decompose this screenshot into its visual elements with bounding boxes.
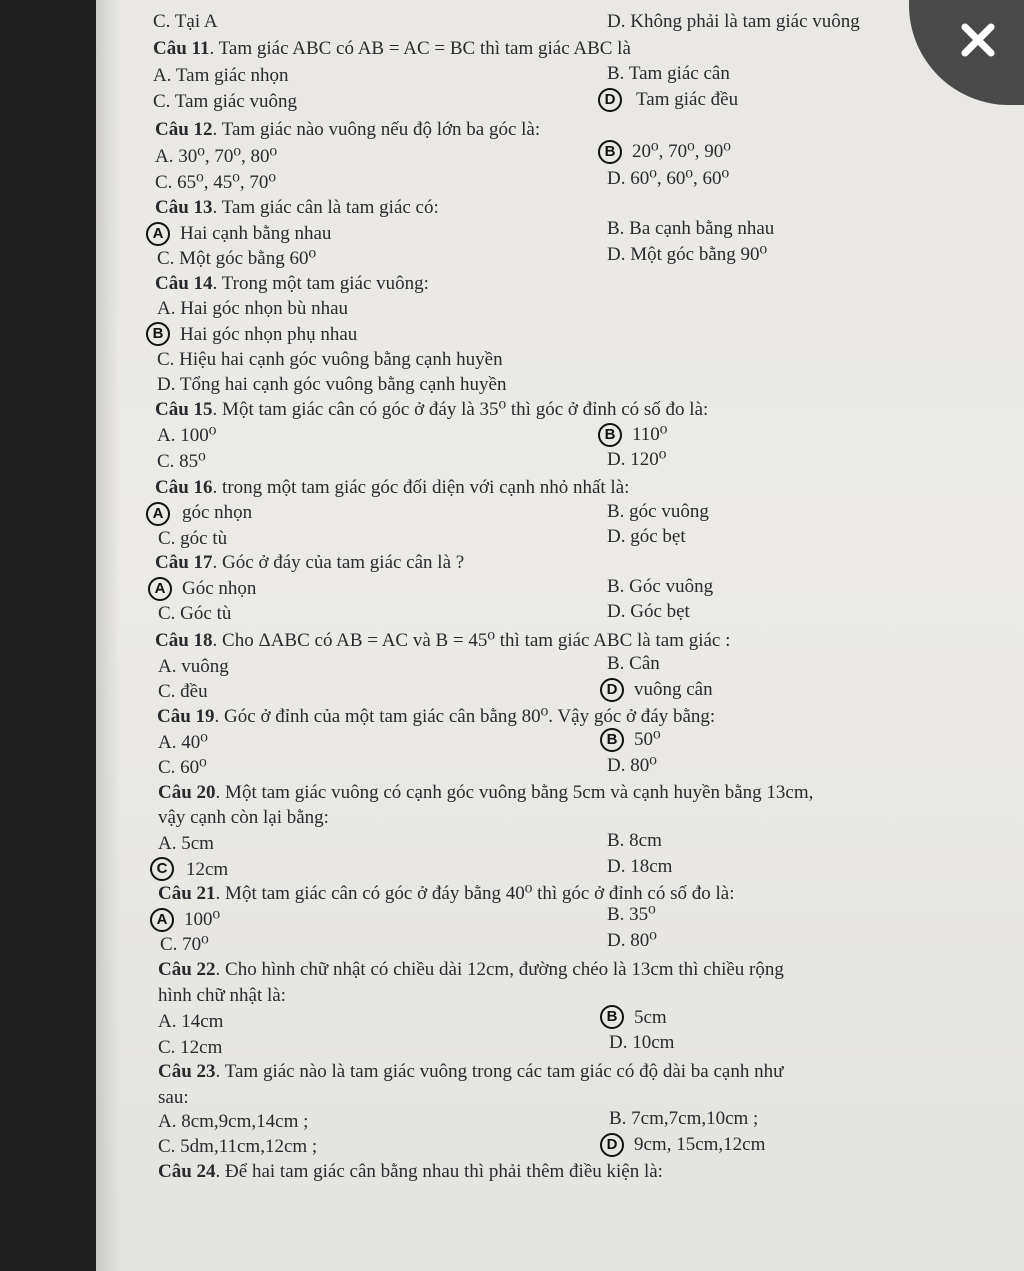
answer-option [153,10,218,34]
answer-option [607,929,657,953]
line-text: B. 8cm [607,830,662,851]
answer-option [153,90,297,114]
line-text: C. Tam giác vuông [153,91,297,112]
answer-option [158,731,208,755]
question-number: Câu 13 [155,197,213,218]
line-text: 12cm [186,859,229,880]
question-stem [158,1060,783,1084]
answer-option [607,829,662,853]
circled-answer-mark: D [600,678,624,702]
line-text: . Tam giác ABC có AB = AC = BC thì tam giác ABC là [209,38,631,59]
line-text: A. vuông [158,656,229,677]
answer-option [157,297,348,321]
answer-option [158,527,227,551]
line-text: . Cho hình chữ nhật có chiều dài 12cm, đường chéo là 13cm thì chiều rộng [215,959,784,980]
line-text: D. 80⁰ [607,930,657,951]
line-text: 20⁰, 70⁰, 90⁰ [632,141,731,162]
line-text: D. 18cm [607,856,673,877]
line-text: A. 8cm,9cm,14cm ; [158,1111,309,1132]
answer-option [607,600,690,624]
answer-option [158,602,231,626]
question-number: Câu 15 [155,399,213,420]
answer-option [607,754,657,778]
answer-option [607,525,686,549]
answer-option [609,1107,758,1131]
circled-answer-mark: A [146,222,170,246]
line-text: . Để hai tam giác cân bằng nhau thì phải thêm điều kiện là: [215,1161,663,1182]
answer-option [607,217,774,241]
answer-option [158,655,229,679]
answer-option [634,1133,765,1157]
line-text: B. góc vuông [607,501,709,522]
line-text: B. Tam giác cân [607,63,730,84]
question-stem [155,272,429,296]
answer-option [158,1135,317,1159]
line-text: D. Một góc bằng 90⁰ [607,244,768,265]
answer-option [607,243,767,267]
answer-option [607,62,730,86]
line-text: A. 5cm [158,833,214,854]
answer-option [160,933,209,957]
answer-option [155,171,276,195]
question-number: Câu 18 [155,630,213,651]
line-text: C. 12cm [158,1037,223,1058]
answer-option [607,855,672,879]
line-text: Tam giác đều [636,89,739,110]
line-text: Hai góc nhọn phụ nhau [180,324,358,345]
circled-answer-mark: D [600,1133,624,1157]
question-stem [158,1160,663,1184]
line-text: B. 7cm,7cm,10cm ; [609,1108,759,1129]
line-text: 9cm, 15cm,12cm [634,1134,766,1155]
question-stem [155,476,629,500]
line-text: D. Tổng hai cạnh góc vuông bằng cạnh huyền [157,374,507,395]
question-stem [155,196,439,220]
line-text: C. Góc tù [158,603,232,624]
answer-option [607,448,666,472]
answer-option [180,323,357,347]
line-text: C. 65⁰, 45⁰, 70⁰ [155,172,277,193]
line-text: D. Không phải là tam giác vuông [607,11,860,32]
line-text: A. 30⁰, 70⁰, 80⁰ [155,146,278,167]
answer-option [158,1110,308,1134]
line-text: 100⁰ [184,909,221,930]
line-text: B. Cân [607,653,660,674]
line-text: D. 10cm [609,1032,675,1053]
answer-option [155,145,277,169]
answer-option [158,984,286,1008]
circled-answer-mark: B [600,728,624,752]
circled-answer-mark: B [146,322,170,346]
line-text: A. Hai góc nhọn bù nhau [157,298,349,319]
question-stem [158,958,784,982]
line-text: . Một tam giác cân có góc ở đáy là 35⁰ thì góc ở đỉnh có số đo là: [212,399,709,420]
line-text: B. Góc vuông [607,576,714,597]
line-text: hình chữ nhật là: [158,985,286,1006]
line-text: . Tam giác nào vuông nếu độ lớn ba góc là: [212,119,541,140]
question-number: Câu 24 [158,1161,216,1182]
question-number: Câu 19 [157,706,215,727]
question-stem [155,551,464,575]
question-number: Câu 17 [155,552,213,573]
line-text: D. Góc bẹt [607,601,690,622]
answer-option [636,88,738,112]
line-text: C. Một góc bằng 60⁰ [157,248,317,269]
circled-answer-mark: C [150,857,174,881]
question-stem [158,781,813,805]
line-text: . trong một tam giác góc đối diện với cạnh nhỏ nhất là: [212,477,630,498]
answer-option [632,140,731,164]
answer-option [607,903,656,927]
answer-option [157,450,206,474]
circled-answer-mark: A [146,502,170,526]
line-text: C. 70⁰ [160,934,209,955]
line-text: C. 85⁰ [157,451,206,472]
line-text: B. Ba cạnh bằng nhau [607,218,775,239]
line-text: vậy cạnh còn lại bằng: [158,807,329,828]
line-text: C. đều [158,681,208,702]
question-number: Câu 16 [155,477,213,498]
question-number: Câu 23 [158,1061,216,1082]
line-text: . Trong một tam giác vuông: [212,273,429,294]
line-text: 50⁰ [634,729,661,750]
question-number: Câu 21 [158,883,216,904]
circled-answer-mark: B [598,140,622,164]
answer-option [157,247,316,271]
circled-answer-mark: A [150,908,174,932]
line-text: . Một tam giác vuông có cạnh góc vuông bằng 5cm và cạnh huyền bằng 13cm, [215,782,814,803]
line-text: 110⁰ [632,424,668,445]
answer-option [632,423,667,447]
close-icon [958,20,998,65]
line-text: D. 120⁰ [607,449,667,470]
line-text: C. góc tù [158,528,228,549]
answer-option [157,348,503,372]
line-text: Hai cạnh bằng nhau [180,223,332,244]
answer-option [607,10,860,34]
answer-option [158,832,214,856]
answer-option [634,678,713,702]
question-stem [155,118,540,142]
answer-option [607,652,660,676]
line-text: 5cm [634,1007,667,1028]
question-number: Câu 20 [158,782,216,803]
question-number: Câu 14 [155,273,213,294]
line-text: C. Tại A [153,11,218,32]
answer-option [153,64,289,88]
question-stem [153,37,631,61]
answer-option [634,1006,667,1030]
line-text: A. 100⁰ [157,425,217,446]
line-text: C. Hiệu hai cạnh góc vuông bằng cạnh huyền [157,349,503,370]
paper-edge-shadow [96,0,120,1271]
answer-option [158,1036,222,1060]
answer-option [158,1086,189,1110]
question-number: Câu 11 [153,38,210,59]
answer-option [607,167,729,191]
answer-option [158,806,329,830]
line-text: . Góc ở đáy của tam giác cân là ? [212,552,465,573]
line-text: sau: [158,1087,189,1108]
answer-option [158,1010,223,1034]
answer-option [184,908,220,932]
answer-option [158,680,208,704]
answer-option [182,501,252,525]
line-text: D. góc bẹt [607,526,686,547]
line-text: D. 60⁰, 60⁰, 60⁰ [607,168,730,189]
answer-option [634,728,661,752]
line-text: B. 35⁰ [607,904,656,925]
line-text: . Tam giác nào là tam giác vuông trong các tam giác có độ dài ba cạnh như [215,1061,784,1082]
line-text: A. Tam giác nhọn [153,65,289,86]
answer-option [157,424,216,448]
question-stem [155,629,730,653]
answer-option [186,858,228,882]
close-button[interactable] [948,14,1008,70]
circled-answer-mark: D [598,88,622,112]
question-stem [157,705,715,729]
line-text: A. 14cm [158,1011,224,1032]
question-stem [155,398,708,422]
answer-option [157,373,506,397]
line-text: Góc nhọn [182,578,257,599]
circled-answer-mark: B [600,1005,624,1029]
line-text: D. 80⁰ [607,755,657,776]
line-text: . Một tam giác cân có góc ở đáy bằng 40⁰ thì góc ở đỉnh có số đo là: [215,883,735,904]
line-text: A. 40⁰ [158,732,208,753]
line-text: . Góc ở đỉnh của một tam giác cân bằng 80⁰. Vậy góc ở đáy bằng: [214,706,716,727]
line-text: góc nhọn [182,502,253,523]
line-text: vuông cân [634,679,713,700]
answer-option [180,222,331,246]
question-number: Câu 12 [155,119,213,140]
question-number: Câu 22 [158,959,216,980]
circled-answer-mark: A [148,577,172,601]
answer-option [158,756,207,780]
answer-option [182,577,256,601]
line-text: . Tam giác cân là tam giác có: [212,197,439,218]
answer-option [607,500,709,524]
line-text: C. 5dm,11cm,12cm ; [158,1136,318,1157]
answer-option [609,1031,674,1055]
line-text: . Cho ΔABC có AB = AC và B = 45⁰ thì tam giác ABC là tam giác : [212,630,731,651]
line-text: C. 60⁰ [158,757,207,778]
answer-option [607,575,713,599]
circled-answer-mark: B [598,423,622,447]
